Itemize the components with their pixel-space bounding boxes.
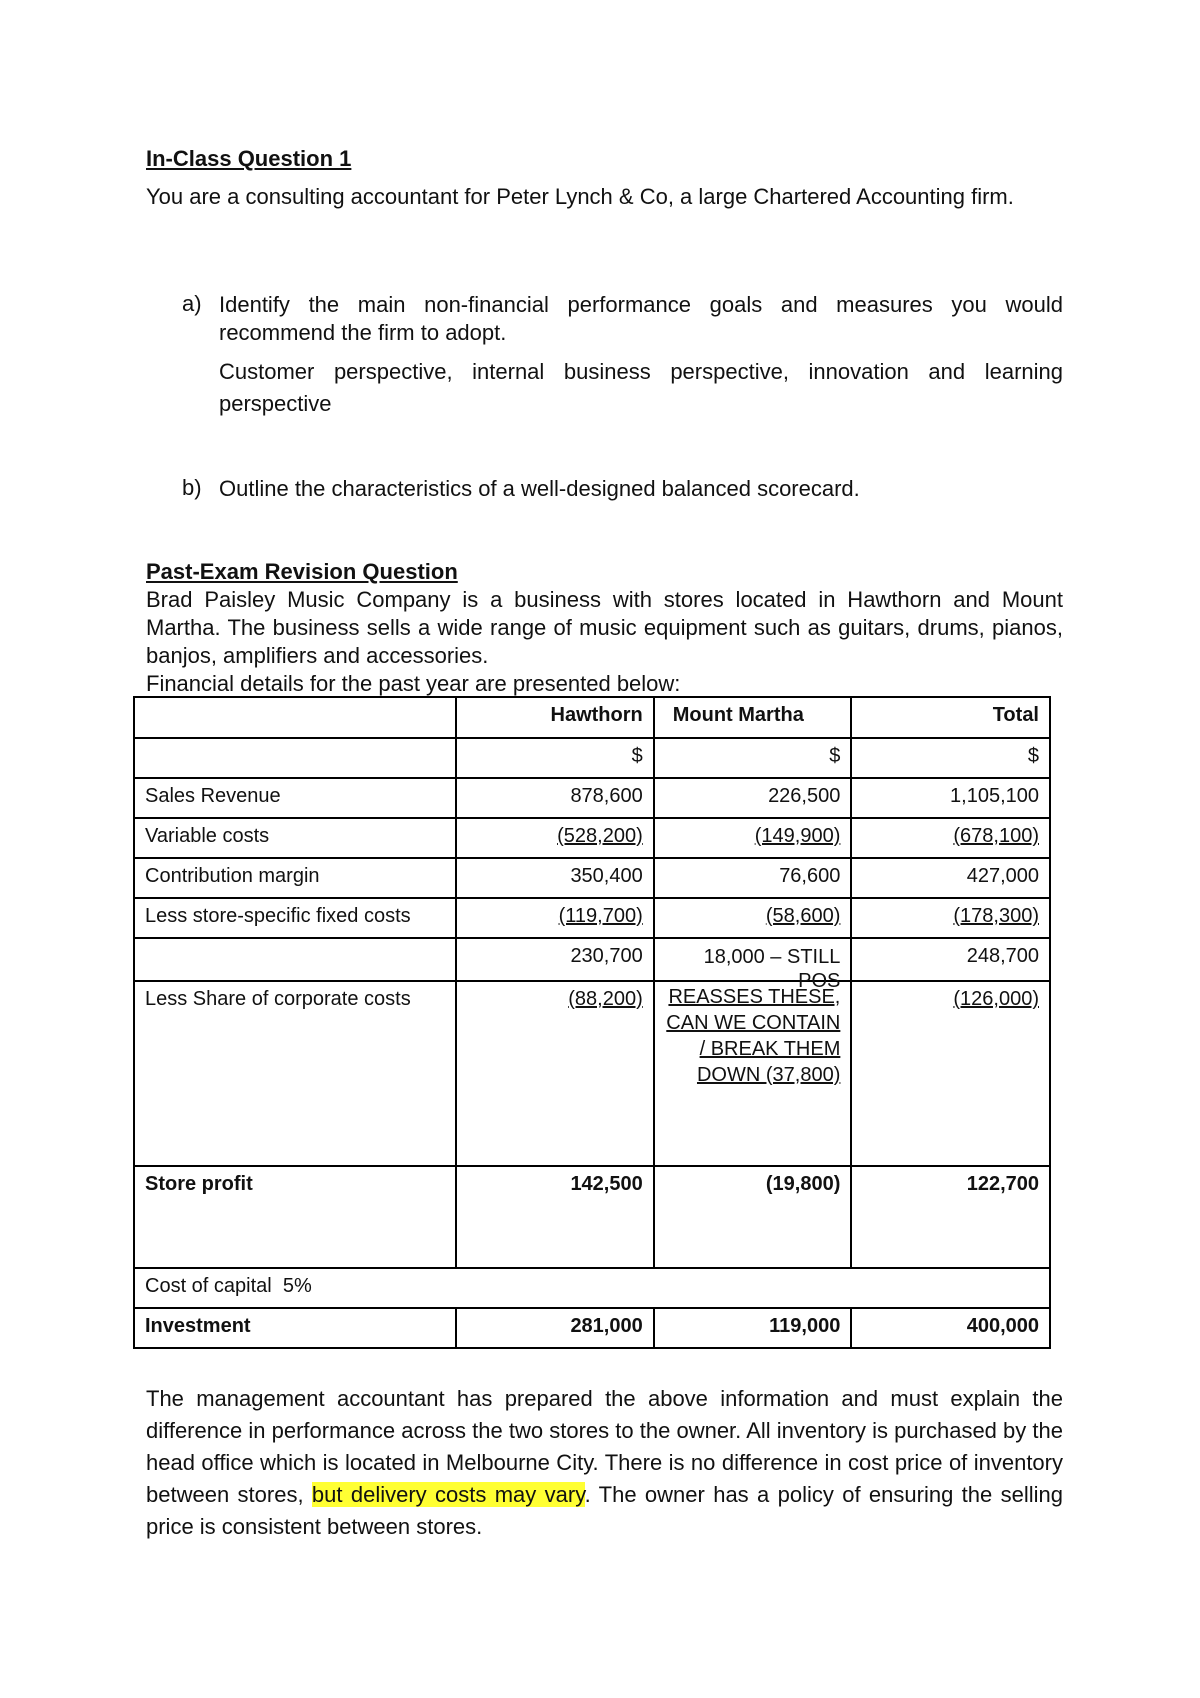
row-label: Less store-specific fixed costs	[134, 898, 456, 938]
table-cell: (678,100)	[953, 825, 1039, 847]
table-row	[134, 738, 1050, 778]
table-cell: (119,700)	[558, 905, 643, 927]
table-cell: (19,800)	[654, 1166, 852, 1268]
annotation-reassess-corporate-costs: REASSES THESE, CAN WE CONTAIN / BREAK THEM DOWN (37,800)	[666, 986, 841, 1086]
table-cell: 1,105,100	[851, 778, 1050, 818]
currency-hawthorn: $	[456, 738, 654, 778]
q1-intro: You are a consulting accountant for Peter Lynch & Co, a large Chartered Accounting firm.	[146, 184, 1014, 209]
revision-intro: Brad Paisley Music Company is a business with stores located in Hawthorn and Mount Martha. The business sells a wide range of music equipment such as guitars, drums, pianos, banjos, amplifiers and accessories.	[146, 587, 1063, 668]
header-total: Total	[851, 697, 1050, 738]
table-row	[134, 778, 1050, 818]
q1-item-b-marker: b)	[182, 475, 202, 500]
table-cell: 122,700	[851, 1166, 1050, 1268]
table-cell: 878,600	[456, 778, 654, 818]
header-cell	[134, 697, 456, 738]
row-label: Variable costs	[134, 818, 456, 858]
row-label: Contribution margin	[134, 858, 456, 898]
q1-item-a-text: Identify the main non-financial performance goals and measures you would recommend the firm to adopt.	[219, 292, 1063, 345]
table-cell: 400,000	[851, 1308, 1050, 1348]
currency-total: $	[851, 738, 1050, 778]
table-cell: 230,700	[456, 938, 654, 981]
table-cell: (58,600)	[765, 905, 841, 927]
financial-table	[133, 696, 1051, 1349]
row-label: Sales Revenue	[134, 778, 456, 818]
table-row-cost-of-capital	[134, 1268, 1050, 1308]
table-cell: (126,000)	[953, 988, 1039, 1010]
row-label: Investment	[134, 1308, 456, 1348]
closing-text-end: . The owner has a policy of ensuring the selling price is consistent between stores.	[146, 1482, 1063, 1539]
q1-answer-a: Customer perspective, internal business perspective, innovation and learning perspective	[219, 359, 1063, 416]
table-row	[134, 818, 1050, 858]
table-cell: 248,700	[851, 938, 1050, 981]
table-cell: 281,000	[456, 1308, 654, 1348]
table-cell: 119,000	[654, 1308, 852, 1348]
table-row	[134, 981, 1050, 1166]
table-cell: (88,200)	[568, 988, 643, 1010]
table-row-store-profit	[134, 1166, 1050, 1268]
table-cell: 142,500	[456, 1166, 654, 1268]
table-row	[134, 898, 1050, 938]
table-row	[134, 938, 1050, 981]
table-cell: 226,500	[654, 778, 852, 818]
table-cell	[134, 738, 456, 778]
closing-text: The management accountant has prepared the above information and must explain the difference in performance across the two stores to the owner. All inventory is purchased by the head office which is located in Melbourne City. There is no difference in cost price of inventory between stores,	[146, 1386, 1063, 1507]
highlighted-text: but delivery costs may vary	[311, 1482, 585, 1507]
row-label: Store profit	[134, 1166, 456, 1268]
header-hawthorn: Hawthorn	[456, 697, 654, 738]
q1-item-a-marker: a)	[182, 291, 202, 316]
cost-of-capital: Cost of capital 5%	[134, 1268, 1050, 1308]
table-cell	[134, 938, 456, 981]
table-header-row	[134, 697, 1050, 738]
revision-heading: Past-Exam Revision Question	[146, 559, 458, 584]
header-mount-martha: Mount Martha	[654, 697, 852, 738]
table-row-investment	[134, 1308, 1050, 1348]
q1-item-b-text: Outline the characteristics of a well-designed balanced scorecard.	[219, 476, 860, 501]
table-cell: 427,000	[851, 858, 1050, 898]
table-cell: (178,300)	[953, 905, 1039, 927]
table-row	[134, 858, 1050, 898]
closing-paragraph	[146, 1383, 1063, 1543]
row-label: Less Share of corporate costs	[134, 981, 456, 1166]
table-cell: 76,600	[654, 858, 852, 898]
currency-mount-martha: $	[654, 738, 852, 778]
table-cell: (149,900)	[754, 825, 841, 847]
q1-heading: In-Class Question 1	[146, 146, 352, 171]
annotation-still-positive: 18,000 – STILL POS	[703, 946, 841, 992]
table-cell: 350,400	[456, 858, 654, 898]
table-cell: (528,200)	[557, 825, 643, 847]
revision-lead: Financial details for the past year are presented below:	[146, 671, 681, 696]
